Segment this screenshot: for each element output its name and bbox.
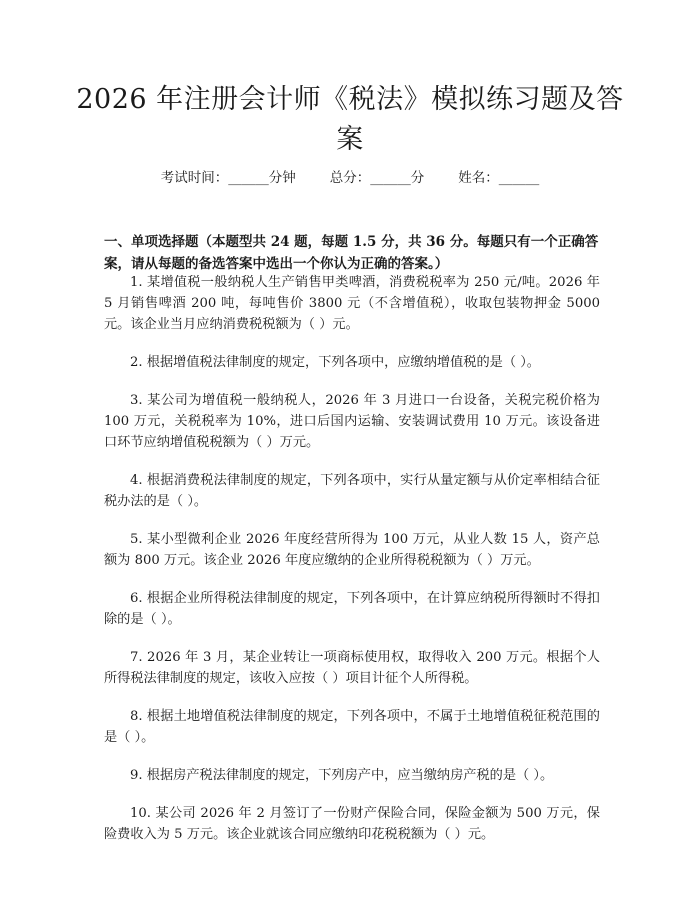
section-heading: 一、单项选择题（本题型共 24 题，每题 1.5 分，共 36 分。每题只有一个正确答案，请从每题的备选答案中选出一个你认为正确的答案。）: [104, 234, 599, 272]
question-9: 9. 根据房产税法律制度的规定，下列房产中，应当缴纳房产税的是（ ）。: [130, 768, 554, 783]
total-score-field: 总分：______分: [329, 170, 425, 186]
document-title: 2026 年注册会计师《税法》模拟练习题及答案: [76, 84, 624, 155]
question-list: [104, 272, 600, 862]
question-7: 7. 2026 年 3 月，某企业转让一项商标使用权，取得收入 200 万元。根据个人所得税法律制度的规定，该收入应按（ ）项目计征个人所得税。: [104, 650, 600, 686]
name-field: 姓名：______: [458, 170, 540, 186]
question-3: 3. 某公司为增值税一般纳税人，2026 年 3 月进口一台设备，关税完税价格为 100 万元，关税税率为 10%，进口后国内运输、安装调试费用 10 万元。该设备进口环节应纳增值税税额为（ ）万元。: [104, 393, 600, 450]
question-2: 2. 根据增值税法律制度的规定，下列各项中，应缴纳增值税的是（ ）。: [130, 355, 540, 370]
question-6: 6. 根据企业所得税法律制度的规定，下列各项中，在计算应纳税所得额时不得扣除的是（ ）。: [104, 591, 600, 627]
question-8: 8. 根据土地增值税法律制度的规定，下列各项中，不属于土地增值税征税范围的是（ ）。: [104, 709, 600, 745]
question-10: 10. 某公司 2026 年 2 月签订了一份财产保险合同，保险金额为 500 万元，保险费收入为 5 万元。该企业就该合同应缴纳印花税税额为（ ）元。: [104, 806, 600, 842]
question-4: 4. 根据消费税法律制度的规定，下列各项中，实行从量定额与从价定率相结合征税办法的是（ ）。: [104, 473, 600, 509]
exam-time-field: 考试时间：______分钟: [160, 170, 296, 186]
question-5: 5. 某小型微利企业 2026 年度经营所得为 100 万元，从业人数 15 人，资产总额为 800 万元。该企业 2026 年度应缴纳的企业所得税税额为（ ）万元。: [104, 532, 600, 568]
question-1: 1. 某增值税一般纳税人生产销售甲类啤酒，消费税税率为 250 元/吨。2026 年 5 月销售啤酒 200 吨，每吨售价 3800 元（不含增值税），收取包装物押金 5000 元。该企业当月应纳消费税税额为（ ）元。: [104, 275, 600, 332]
exam-info-line: [0, 168, 700, 188]
